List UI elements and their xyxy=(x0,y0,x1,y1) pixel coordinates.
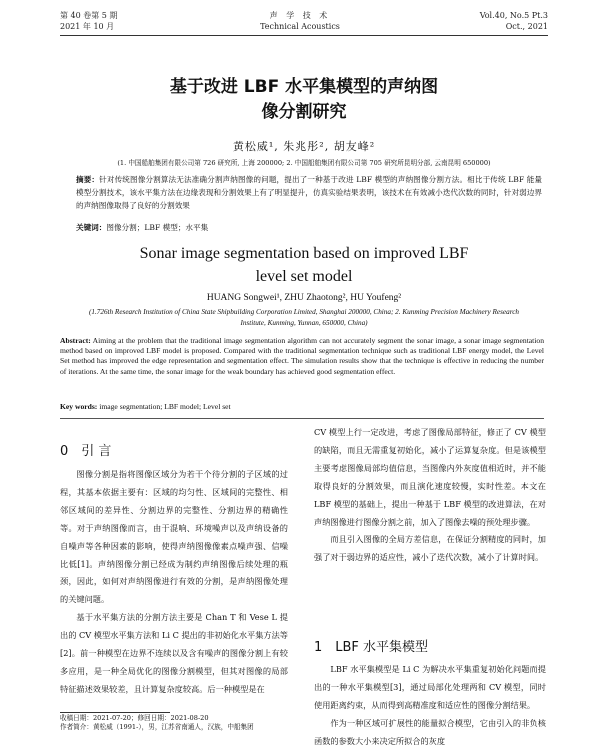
abstract-en-label: Abstract: xyxy=(60,336,91,345)
keywords-en xyxy=(60,402,544,411)
keywords-cn-label: 关键词： xyxy=(76,223,107,232)
affiliation-cn: (1. 中国船舶集团有限公司第 726 研究所, 上海 200000; 2. 中国船舶集团有限公司第 705 研究所昆明分部, 云南昆明 650000) xyxy=(117,159,491,167)
journal-name-cn: 声 学 技 术 xyxy=(269,11,331,20)
journal-date: 2021 年 10 月 xyxy=(60,22,115,31)
paper-title-en-line1: Sonar image segmentation based on improved LBF xyxy=(139,245,469,262)
journal-issue-info-en xyxy=(480,10,548,32)
abstract-cn xyxy=(76,173,542,212)
section-0-right-para-2: 而且引入图像的全局方差信息，在保证分割精度的同时，加强了对于弱边界的适应性，减小了迭代次数，减小了计算时间。 xyxy=(314,534,546,563)
paper-title-cn xyxy=(60,75,548,125)
footnote xyxy=(60,714,286,732)
section-0-heading: 0 引 言 xyxy=(60,444,112,459)
paper-title-cn-line2: 像分割研究 xyxy=(261,102,347,122)
authors-cn: 黄松威¹, 朱兆彤², 胡友峰² xyxy=(232,140,376,153)
footnote-dates: 收稿日期：2021-07-20；修回日期：2021-08-20 xyxy=(60,714,209,722)
section-0-para-1: 图像分割是指将图像区域分为若干个待分割的子区域的过程，其基本依据主要有：区域的均匀性、区域间的完整性、相邻区域间的差异性、分割边界的完整性、分割边界的精确性等。对于声纳图像而言，由于混响、环境噪声以及声纳设备的自噪声等各种因素的影响，使得声纳图像像素点噪声强、信噪比低[1]。声纳图像分割已经成为制约声纳图像后续处理的瓶颈，因此，如何对声纳图像进行有效的分割，是声纳图像处理的关键问题。 xyxy=(60,469,288,605)
keywords-cn xyxy=(76,221,542,234)
abstract-cn-text: 针对传统图像分割算法无法准确分割声纳图像的问题，提出了一种基于改进 LBF 模型的声纳图像分割方法。相比于传统 LBF 能量模型分割技术，该水平集方法在边缘表现和分割效果上有了明显提升，仿真实验结果表明，该技术在有效减小迭代次数的同时，针对弱边界的声纳图像取得了良好的分割效果 xyxy=(76,175,542,210)
right-column-top xyxy=(314,424,546,567)
journal-name-en: Technical Acoustics xyxy=(260,22,340,31)
paper-title-cn-line1: 基于改进 LBF 水平集模型的声纳图 xyxy=(169,77,439,97)
authors-en: HUANG Songwei¹, ZHU Zhaotong², HU Youfeng² xyxy=(206,293,402,303)
affiliation-en: (1.726th Research Institution of China State Shipbuilding Corporation Limited, Shanghai 200000, China; 2. Kunming Precision Machinery Research Institute, Kunming, Yunnan, 650000, China) xyxy=(88,308,520,327)
section-1-heading: 1 LBF 水平集模型 xyxy=(314,640,429,655)
abstract-cn-label: 摘要： xyxy=(76,175,100,184)
journal-date-en: Oct., 2021 xyxy=(505,22,548,31)
abstract-en-text: Aiming at the problem that the traditional image segmentation algorithm can not accurately segment the sonar image, a sonar image segmentation method based on improved LBF model is proposed. Compared with the traditional segmentation technique such as traditional LBF energy model, the Level Set method has improved the edge representation and segmentation effect. The simulation results show that the technique is effective in reducing the number of iterations. At the same time, the sonar image for the weak boundary has achieved good segmentation effect. xyxy=(60,336,544,376)
left-column xyxy=(60,466,288,699)
keywords-en-text: image segmentation; LBF model; Level set xyxy=(99,402,231,411)
footnote-rule xyxy=(60,712,170,713)
section-0-right-para-1: CV 模型上行一定改进，考虑了图像局部特征，修正了 CV 模型的缺陷，而且无需重复初始化，减小了运算复杂度。但是该模型主要考虑图像局部均值信息，当图像内外灰度值相近时，并不能取得良好的分割效果，而且演化速度较慢，实时性差。本文在 LBF 模型的基础上，提出一种基于 LBF 模型的改进算法，在对声纳图像进行图像分割之前，加入了图像去噪的预处理步骤。 xyxy=(314,427,546,527)
right-column-bottom xyxy=(314,661,546,751)
abstract-rule xyxy=(60,418,544,419)
abstract-en xyxy=(60,336,544,377)
journal-volume-en: Vol.40, No.5 Pt.3 xyxy=(479,11,548,20)
footnote-author: 作者简介：黄松威（1991-），男，江苏省南通人，汉族，中船集团 xyxy=(60,723,254,731)
paper-title-en-line2: level set model xyxy=(255,268,353,285)
section-1-para-1: LBF 水平集模型是 Li C 为解决水平集重复初始化问题而提出的一种水平集模型[3]，通过局部化处理两和 CV 模型，同时使用距离约束，从而得到高精准度和适应性的图像分割结果。 xyxy=(314,664,546,710)
keywords-cn-text: 图像分割；LBF 模型；水平集 xyxy=(106,223,209,232)
keywords-en-label: Key words: xyxy=(60,402,98,411)
header-rule xyxy=(60,35,548,36)
section-1-para-2: 作为一种区域可扩展性的能量拟合模型，它由引入的非负核函数的参数大小来决定所拟合的灰度 xyxy=(314,717,546,746)
section-0-para-2: 基于水平集方法的分割方法主要是 Chan T 和 Vese L 提出的 CV 模型水平集方法和 Li C 提出的非初始化水平集方法等[2]。前一种模型在边界不连续以及含有噪声的图像分割上有较多应用，是一种全局优化的图像分割模型，但其对图像的局部特征描述效果较差，且计算复杂度较高。后一种模型是在 xyxy=(60,612,288,694)
journal-volume: 第 40 卷第 5 期 xyxy=(60,11,118,20)
paper-title-en xyxy=(60,242,548,288)
